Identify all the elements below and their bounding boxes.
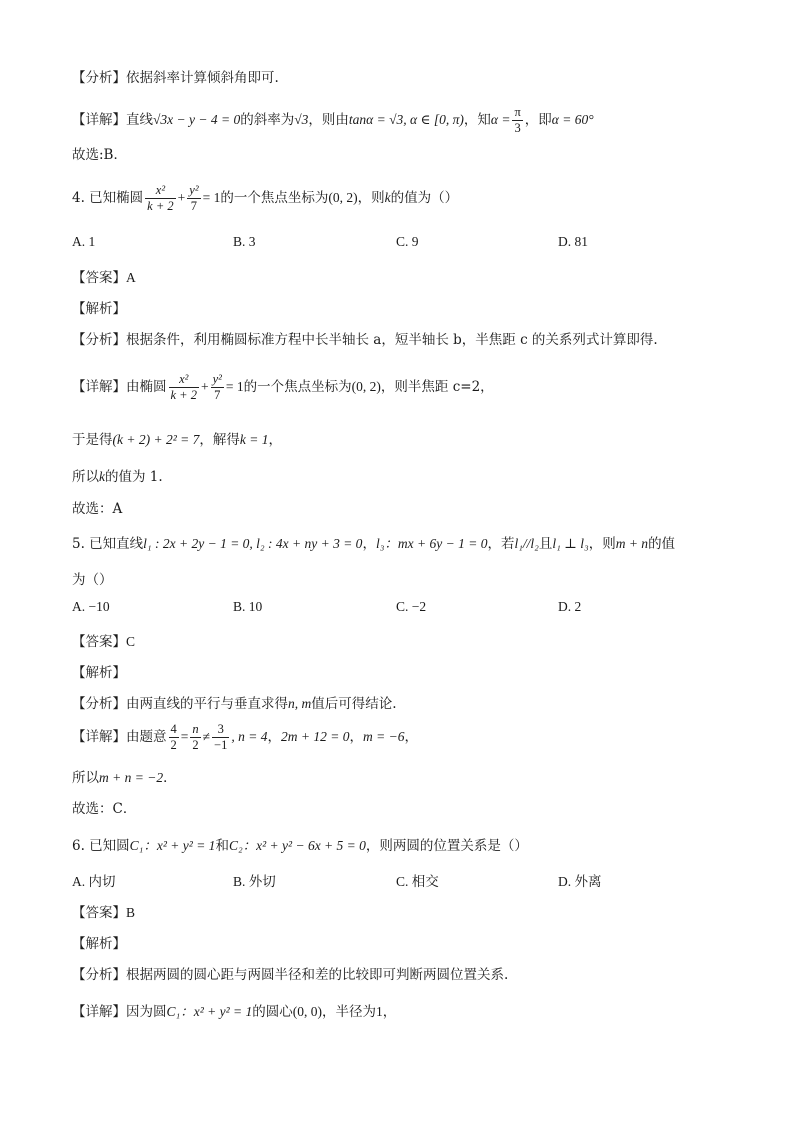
question-text: ，则 bbox=[357, 190, 385, 207]
detail-text: 所以 bbox=[72, 770, 99, 786]
option-c: C. −2 bbox=[396, 599, 427, 614]
answer-tag: 【答案】 bbox=[72, 634, 126, 650]
plus-sign: + bbox=[177, 190, 186, 206]
q4-detail-line-3 bbox=[72, 465, 163, 485]
q6-analysis bbox=[72, 963, 508, 983]
detail-tag: 【详解】 bbox=[72, 112, 126, 129]
fraction-numerator: 4 bbox=[169, 723, 179, 738]
q4-answer bbox=[72, 266, 136, 286]
analysis-tag: 【分析】 bbox=[72, 332, 126, 348]
detail-text: 的一个焦点坐标为 bbox=[243, 379, 352, 396]
analysis-text: 值后可得结论. bbox=[311, 696, 397, 712]
q4-detail-line bbox=[72, 373, 494, 402]
fraction-numerator: y² bbox=[211, 373, 224, 388]
q6-detail-line bbox=[72, 1000, 396, 1020]
fraction-4-2 bbox=[169, 723, 179, 752]
radius-value: 1 bbox=[376, 1004, 383, 1019]
q3-detail-line bbox=[72, 106, 594, 135]
question-text: 的值为（） bbox=[390, 190, 459, 207]
detail-text: ，则由 bbox=[308, 112, 349, 129]
fraction-numerator: n bbox=[190, 723, 200, 738]
q5-question bbox=[72, 532, 675, 552]
analysis-tag: 【分析】 bbox=[72, 70, 126, 86]
fraction-denominator: 7 bbox=[214, 388, 221, 403]
option-b: B. 10 bbox=[233, 599, 263, 614]
equation: 2m + 12 = 0 bbox=[280, 729, 350, 745]
line-equations: l₁ : 2x + 2y − 1 = 0, l₂ : 4x + ny + 3 = 0 bbox=[143, 536, 363, 551]
q6-jiexi: 【解析】 bbox=[72, 936, 126, 952]
answer-value: A bbox=[126, 270, 136, 285]
degree-result: α = 60° bbox=[551, 112, 594, 128]
fraction-n-2 bbox=[190, 723, 200, 752]
q5-choose: 故选：C． bbox=[72, 801, 137, 817]
plus-sign: + bbox=[200, 379, 209, 395]
line-l3-equation: mx + 6y − 1 = 0 bbox=[397, 536, 488, 551]
q5-detail-line: 【详解】由题意 $\frac{4}{2}$ = $\frac{n}{2}$ ≠ $\frac{3}{-1}$ , n = 4，2m + 12 = 0，m = −6， bbox=[72, 722, 418, 753]
variables-n-m: n, m bbox=[288, 696, 312, 711]
detail-text: ，则半焦距 c=2， bbox=[380, 379, 494, 396]
sum-result: m + n = −2 bbox=[99, 770, 164, 785]
q3-analysis-line bbox=[72, 66, 279, 86]
focus-point: (0, 2) bbox=[351, 379, 381, 395]
slope-value: √3 bbox=[294, 112, 309, 128]
option-c: C. 相交 bbox=[396, 874, 439, 889]
q4-analysis bbox=[72, 328, 658, 348]
fraction-3-neg1 bbox=[212, 723, 229, 752]
detail-text: 因为圆 bbox=[126, 1004, 167, 1020]
alpha-expression: α = bbox=[490, 112, 511, 128]
circle-c2-label: C₂： bbox=[228, 838, 257, 853]
question-text: 和 bbox=[215, 838, 229, 854]
ellipse-fraction-y bbox=[187, 184, 200, 213]
perpendicular-condition: l₁ ⊥ l₃ bbox=[552, 536, 589, 551]
circle-c2-equation: x² + y² − 6x + 5 = 0 bbox=[256, 838, 366, 853]
k-result: k = 1 bbox=[239, 432, 269, 447]
equals-one: = 1 bbox=[225, 379, 244, 395]
fraction-denominator: −1 bbox=[214, 738, 228, 753]
ellipse-fraction-x bbox=[145, 184, 175, 213]
option-a: A. 1 bbox=[72, 234, 96, 249]
fraction-numerator: x² bbox=[169, 373, 199, 388]
tan-expression: tanα = √3, α ∈ [0, π) bbox=[348, 112, 464, 128]
circle-center: (0, 0) bbox=[292, 1004, 323, 1019]
analysis-text: 根据条件，利用椭圆标准方程中长半轴长 a，短半轴长 b，半焦距 c 的关系列式计算即得. bbox=[126, 332, 658, 348]
fraction-denominator: 7 bbox=[190, 199, 198, 214]
ellipse-fraction-x bbox=[169, 373, 199, 402]
question-text: ， bbox=[362, 536, 376, 552]
option-a: A. −10 bbox=[72, 599, 110, 614]
answer-tag: 【答案】 bbox=[72, 270, 126, 286]
q5-answer bbox=[72, 630, 135, 650]
option-a: A. 内切 bbox=[72, 874, 116, 889]
line-l3-label: l₃： bbox=[375, 536, 398, 551]
focus-point: (0, 2) bbox=[328, 190, 358, 206]
detail-tag: 【详解】 bbox=[72, 1004, 126, 1020]
detail-text: ，知 bbox=[463, 112, 491, 129]
question-text: 的值 bbox=[648, 536, 676, 552]
question-text: ，若 bbox=[487, 536, 515, 552]
option-b: B. 外切 bbox=[233, 874, 276, 889]
detail-text: ， bbox=[268, 432, 282, 448]
detail-tag: 【详解】 bbox=[72, 729, 126, 746]
option-d: D. 外离 bbox=[558, 874, 602, 889]
question-text: ，则 bbox=[588, 536, 616, 552]
question-text: 的一个焦点坐标为 bbox=[220, 190, 329, 207]
detail-text: 的圆心 bbox=[252, 1004, 293, 1020]
parallel-condition: l₁//l₂ bbox=[514, 536, 539, 551]
q6-question bbox=[72, 834, 528, 854]
detail-text: ， bbox=[267, 729, 281, 746]
analysis-text: 依据斜率计算倾斜角即可. bbox=[126, 70, 279, 86]
equation: (k + 2) + 2² = 7 bbox=[112, 432, 200, 447]
detail-text: ， bbox=[382, 1004, 397, 1020]
m-plus-n: m + n bbox=[615, 536, 649, 551]
detail-text: 由椭圆 bbox=[126, 379, 167, 396]
detail-text: ，即 bbox=[524, 112, 552, 129]
q5-analysis bbox=[72, 692, 397, 712]
detail-text: 于是得 bbox=[72, 432, 113, 448]
fraction-denominator: 2 bbox=[192, 738, 199, 753]
circle-c1-equation: x² + y² = 1 bbox=[193, 1004, 253, 1019]
q4-jiexi: 【解析】 bbox=[72, 301, 126, 317]
m-result: m = −6 bbox=[362, 729, 405, 745]
analysis-tag: 【分析】 bbox=[72, 967, 126, 983]
circle-c1-equation: x² + y² = 1 bbox=[156, 838, 216, 853]
detail-text: 直线 bbox=[126, 112, 153, 129]
option-b: B. 3 bbox=[233, 234, 256, 249]
answer-value: B bbox=[126, 905, 136, 920]
detail-text: ，半径为 bbox=[322, 1004, 377, 1020]
q5-question-line-2: 为（） bbox=[72, 572, 113, 588]
fraction-numerator: 3 bbox=[212, 723, 229, 738]
variable-k: k bbox=[384, 190, 391, 206]
question-number: 6. 已知圆 bbox=[72, 838, 130, 854]
fraction-denominator: 3 bbox=[514, 121, 521, 136]
q5-detail-line-2 bbox=[72, 766, 177, 786]
circle-c1-label: C₁： bbox=[166, 1004, 194, 1019]
fraction-numerator: y² bbox=[187, 184, 200, 199]
question-text: 且 bbox=[538, 536, 553, 552]
detail-text: ． bbox=[163, 770, 177, 786]
detail-text: ，解得 bbox=[199, 432, 240, 448]
q3-choose: 故选:B． bbox=[72, 147, 127, 163]
n-result: , n = 4 bbox=[231, 729, 268, 745]
fraction-numerator: π bbox=[512, 106, 522, 121]
equals-one: = 1 bbox=[202, 190, 221, 206]
answer-value: C bbox=[126, 634, 136, 649]
q4-detail-line-2 bbox=[72, 428, 282, 448]
ellipse-fraction-y bbox=[211, 373, 224, 402]
fraction-denominator: k + 2 bbox=[147, 199, 174, 214]
question-number: 5. 已知直线 bbox=[72, 536, 144, 552]
fraction-denominator: k + 2 bbox=[170, 388, 197, 403]
q4-choose: 故选：A bbox=[72, 501, 123, 517]
detail-text: ， bbox=[349, 729, 363, 746]
detail-text: 的值为 1. bbox=[105, 469, 163, 485]
q6-answer bbox=[72, 901, 135, 921]
analysis-tag: 【分析】 bbox=[72, 696, 126, 712]
option-d: D. 2 bbox=[558, 599, 582, 614]
line-equation: √3x − y − 4 = 0 bbox=[153, 112, 241, 128]
circle-c1-label: C₁： bbox=[129, 838, 157, 853]
fraction-numerator: x² bbox=[145, 184, 175, 199]
fraction-denominator: 2 bbox=[170, 738, 177, 753]
detail-text: 由题意 bbox=[126, 729, 167, 746]
analysis-text: 由两直线的平行与垂直求得 bbox=[126, 696, 288, 712]
detail-tag: 【详解】 bbox=[72, 379, 126, 396]
option-d: D. 81 bbox=[558, 234, 588, 249]
answer-tag: 【答案】 bbox=[72, 905, 126, 921]
pi-over-three-fraction bbox=[512, 106, 522, 135]
q4-question bbox=[72, 184, 458, 213]
analysis-text: 根据两圆的圆心距与两圆半径和差的比较即可判断两圆位置关系. bbox=[126, 967, 509, 983]
detail-text: ， bbox=[404, 729, 418, 746]
detail-text: 所以 bbox=[72, 469, 99, 485]
option-c: C. 9 bbox=[396, 234, 419, 249]
q5-jiexi: 【解析】 bbox=[72, 665, 126, 681]
variable-k: k bbox=[99, 469, 105, 484]
detail-text: 的斜率为 bbox=[240, 112, 295, 129]
question-text: ，则两圆的位置关系是（） bbox=[365, 838, 528, 854]
question-number: 4. 已知椭圆 bbox=[72, 190, 144, 207]
